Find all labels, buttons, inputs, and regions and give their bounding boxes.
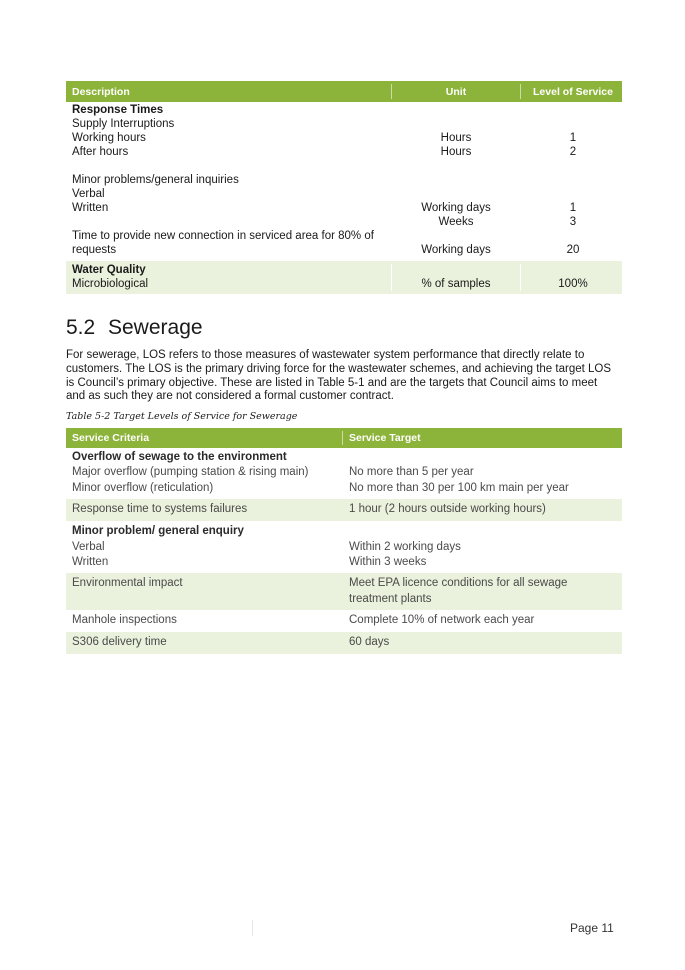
enquiry-written-label: Written (72, 556, 109, 568)
paragraph-line: customers. The LOS is the primary driving force for the wastewater schemes, and achieving the target LOS (66, 362, 612, 375)
column-divider (520, 264, 521, 291)
after-hours-label: After hours (72, 146, 129, 158)
minor-problems-label: Minor problems/general inquiries (72, 174, 239, 186)
response-target: 1 hour (2 hours outside working hours) (349, 503, 546, 515)
header-divider (342, 431, 343, 445)
header-service-criteria: Service Criteria (72, 432, 150, 444)
microbiological-value: 100% (558, 278, 588, 290)
after-hours-unit: Hours (440, 146, 472, 158)
weeks-unit: Weeks (438, 216, 474, 228)
header-service-target: Service Target (349, 432, 421, 444)
microbiological-unit: % of samples (421, 278, 491, 290)
verbal-label: Verbal (72, 188, 105, 200)
response-label: Response time to systems failures (72, 503, 248, 515)
paragraph-line: and as such they are not considered a formal customer contract. (66, 390, 394, 403)
written-value: 1 (569, 202, 577, 214)
major-overflow-label: Major overflow (pumping station & rising main) (72, 466, 309, 478)
environmental-target-2: treatment plants (349, 593, 432, 605)
column-divider (391, 264, 392, 291)
enquiry-verbal-label: Verbal (72, 541, 105, 553)
new-connection-label-2: requests (72, 244, 117, 256)
header-divider (391, 84, 392, 99)
table-caption: Table 5-2 Target Levels of Service for Sewerage (66, 411, 298, 422)
supply-interruptions-label: Supply Interruptions (72, 118, 175, 130)
new-connection-unit: Working days (421, 244, 491, 256)
sewer-table-header (66, 428, 622, 448)
environmental-target: Meet EPA licence conditions for all sewage (349, 577, 568, 589)
response-times-label: Response Times (72, 104, 164, 116)
environmental-label: Environmental impact (72, 577, 183, 589)
s306-label: S306 delivery time (72, 636, 167, 648)
minor-overflow-target: No more than 30 per 100 km main per year (349, 482, 569, 494)
microbiological-label: Microbiological (72, 278, 149, 290)
manhole-label: Manhole inspections (72, 614, 177, 626)
enquiry-written-target: Within 3 weeks (349, 556, 427, 568)
major-overflow-target: No more than 5 per year (349, 466, 474, 478)
section-paragraph (66, 349, 626, 404)
paragraph-line: is Council’s primary objective. These are listed in Table 5-1 and are the targets that Council aims to meet (66, 376, 598, 389)
section-heading (66, 316, 203, 340)
section-number: 5.2 (66, 316, 96, 339)
enquiry-title: Minor problem/ general enquiry (72, 525, 244, 537)
working-hours-value: 1 (569, 132, 577, 144)
header-unit: Unit (445, 86, 467, 98)
s306-target: 60 days (349, 636, 390, 648)
manhole-target: Complete 10% of network each year (349, 614, 535, 626)
new-connection-value: 20 (566, 244, 580, 256)
header-description: Description (72, 86, 130, 98)
section-title: Sewerage (108, 316, 203, 339)
written-label: Written (72, 202, 109, 214)
weeks-value: 3 (569, 216, 577, 228)
minor-overflow-label: Minor overflow (reticulation) (72, 482, 214, 494)
overflow-title: Overflow of sewage to the environment (72, 451, 287, 463)
enquiry-verbal-target: Within 2 working days (349, 541, 461, 553)
los-table-header (66, 81, 622, 102)
new-connection-label: Time to provide new connection in serviced area for 80% of (72, 230, 374, 242)
paragraph-line: For sewerage, LOS refers to those measures of wastewater system performance that directly relate to (66, 349, 585, 361)
header-level: Level of Service (533, 86, 613, 98)
after-hours-value: 2 (569, 146, 577, 158)
page-number: Page 11 (570, 921, 614, 935)
water-quality-label: Water Quality (72, 264, 146, 276)
working-hours-unit: Hours (440, 132, 472, 144)
written-unit: Working days (421, 202, 491, 214)
header-divider (520, 84, 521, 99)
footer-divider (252, 920, 253, 936)
working-hours-label: Working hours (72, 132, 146, 144)
